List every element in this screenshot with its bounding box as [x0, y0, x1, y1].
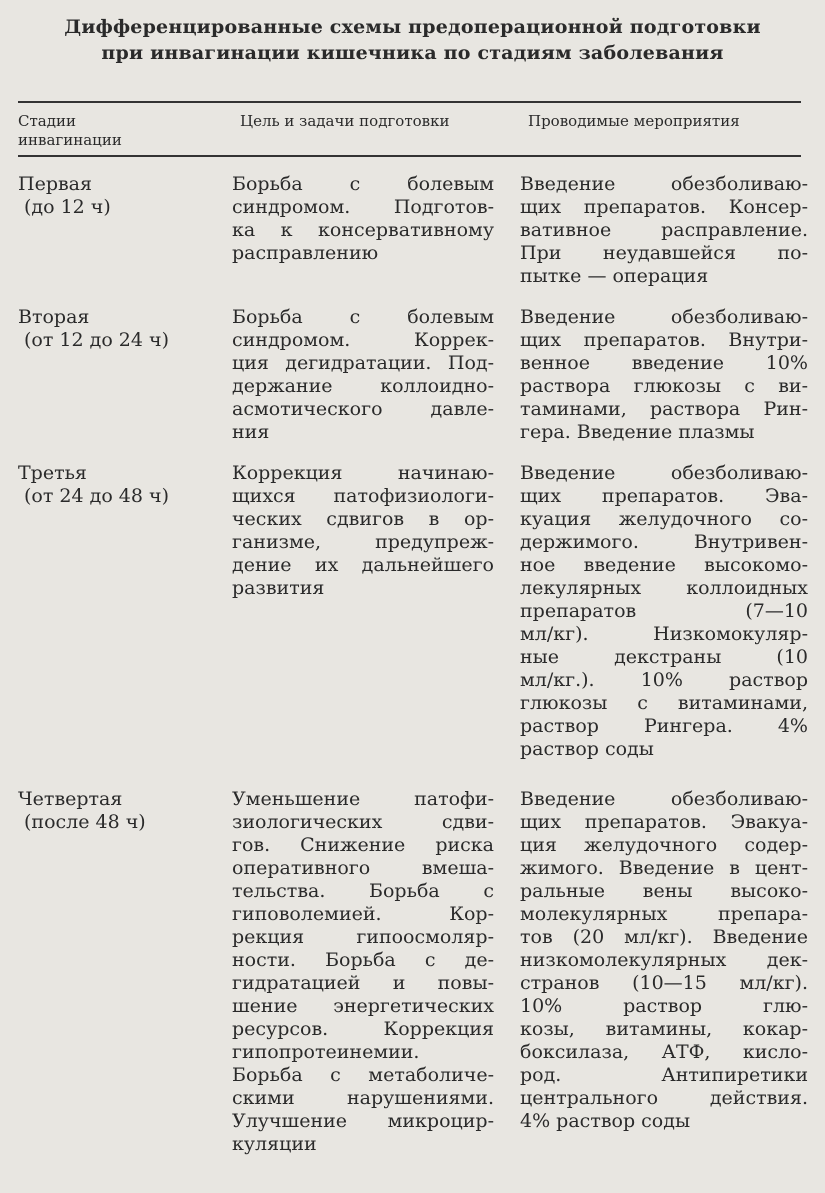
text-line: Борьба с болевым — [232, 173, 494, 195]
text-line: лекулярных коллоидных — [520, 577, 808, 599]
text-line: зиологических сдви- — [232, 811, 494, 833]
text-line: дение их дальнейшего — [232, 554, 494, 576]
text-line: тов (20 мл/кг). Введение — [520, 926, 808, 948]
text-line: ные декстраны (10 — [520, 646, 808, 668]
text-line: рекция гипоосмоляр- — [232, 926, 494, 948]
text-line: ция дегидратации. Под- — [232, 352, 494, 374]
text-line: щих препаратов. Консер- — [520, 196, 808, 218]
text-line: Коррекция начинаю- — [232, 462, 494, 484]
text-line: синдромом. Коррек- — [232, 329, 494, 351]
text-line: щихся патофизиологи- — [232, 485, 494, 507]
goal-cell — [232, 788, 494, 1156]
text-line: ка к консервативному — [232, 219, 494, 241]
text-line: гипопротеинемии. — [232, 1041, 420, 1063]
text-line: боксилаза, АТФ, кисло- — [520, 1041, 808, 1063]
stage-cell — [18, 173, 228, 219]
text-line: Введение обезболиваю- — [520, 788, 808, 810]
text-line: вативное расправление. — [520, 219, 808, 241]
title-line: при инвагинации кишечника по стадиям заболевания — [101, 42, 724, 64]
text-line: щих препаратов. Внутри- — [520, 329, 808, 351]
stage-cell — [18, 462, 228, 508]
text-line: Введение обезболиваю- — [520, 306, 808, 328]
text-line: мл/кг.). 10% раствор — [520, 669, 808, 691]
text-line: гиповолемией. Кор- — [232, 903, 494, 925]
text-line: щих препаратов. Эва- — [520, 485, 808, 507]
text-line: (от 12 до 24 ч) — [24, 329, 169, 351]
text-line: мл/кг). Низкомокуляр- — [520, 623, 808, 645]
text-line: 4% раствор соды — [520, 1110, 691, 1132]
header-measures: Проводимые мероприятия — [528, 112, 740, 130]
text-line: глюкозы с витаминами, — [520, 692, 808, 714]
text-line: расправлению — [232, 242, 379, 264]
text-line: Борьба с болевым — [232, 306, 494, 328]
text-line: ральные вены высоко- — [520, 880, 808, 902]
text-line: ция желудочного содер- — [520, 834, 808, 856]
stage-cell — [18, 788, 228, 834]
measures-cell — [520, 788, 808, 1133]
header-stage-line: Стадии — [18, 112, 76, 130]
text-line: Уменьшение патофи- — [232, 788, 494, 810]
text-line: Улучшение микроцир- — [232, 1110, 494, 1132]
text-line: ности. Борьба с де- — [232, 949, 494, 971]
table-top-rule — [18, 101, 801, 103]
text-line: род. Антипиретики — [520, 1064, 808, 1086]
text-line: центрального действия. — [520, 1087, 808, 1109]
text-line: (от 24 до 48 ч) — [24, 485, 169, 507]
measures-cell — [520, 462, 808, 761]
goal-cell — [232, 306, 494, 444]
text-line: ресурсов. Коррекция — [232, 1018, 494, 1040]
text-line: низкомолекулярных дек- — [520, 949, 808, 971]
text-line: гера. Введение плазмы — [520, 421, 755, 443]
title-line: Дифференцированные схемы предоперационной подготовки — [64, 16, 761, 38]
text-line: ное введение высокомо- — [520, 554, 808, 576]
text-line: молекулярных препара- — [520, 903, 808, 925]
goal-cell — [232, 462, 494, 600]
text-line: Борьба с метаболиче- — [232, 1064, 494, 1086]
text-line: раствор соды — [520, 738, 654, 760]
text-line: 10% раствор глю- — [520, 995, 808, 1017]
text-line: щих препаратов. Эвакуа- — [520, 811, 808, 833]
text-line: Введение обезболиваю- — [520, 462, 808, 484]
text-line: асмотического давле- — [232, 398, 494, 420]
text-line: тельства. Борьба с — [232, 880, 494, 902]
text-line: оперативного вмеша- — [232, 857, 494, 879]
text-line: (после 48 ч) — [24, 811, 146, 833]
goal-cell — [232, 173, 494, 265]
text-line: куация желудочного со- — [520, 508, 808, 530]
text-line: таминами, раствора Рин- — [520, 398, 808, 420]
table-header-rule — [18, 155, 801, 157]
text-line: пытке — операция — [520, 265, 709, 287]
text-line: ния — [232, 421, 270, 443]
text-line: козы, витамины, кокар- — [520, 1018, 808, 1040]
document-title — [0, 14, 825, 66]
measures-cell — [520, 306, 808, 444]
text-line: раствор Рингера. 4% — [520, 715, 808, 737]
text-line: гов. Снижение риска — [232, 834, 494, 856]
text-line: Четвертая — [18, 788, 123, 810]
text-line: Вторая — [18, 306, 90, 328]
text-line: куляции — [232, 1133, 317, 1155]
text-line: венное введение 10% — [520, 352, 808, 374]
text-line: раствора глюкозы с ви- — [520, 375, 808, 397]
text-line: При неудавшейся по- — [520, 242, 808, 264]
text-line: Третья — [18, 462, 87, 484]
text-line: жимого. Введение в цент- — [520, 857, 808, 879]
header-goal: Цель и задачи подготовки — [240, 112, 450, 130]
text-line: синдромом. Подготов- — [232, 196, 494, 218]
text-line: гидратацией и повы- — [232, 972, 494, 994]
text-line: странов (10—15 мл/кг). — [520, 972, 808, 994]
text-line: развития — [232, 577, 325, 599]
text-line: Первая — [18, 173, 92, 195]
text-line: держимого. Внутривен- — [520, 531, 808, 553]
header-stage — [18, 112, 228, 150]
text-line: Введение обезболиваю- — [520, 173, 808, 195]
text-line: (до 12 ч) — [24, 196, 111, 218]
text-line: шение энергетических — [232, 995, 494, 1017]
text-line: препаратов (7—10 — [520, 600, 808, 622]
header-stage-line: инвагинации — [18, 131, 122, 149]
text-line: ганизме, предупреж- — [232, 531, 494, 553]
measures-cell — [520, 173, 808, 288]
text-line: ческих сдвигов в ор- — [232, 508, 494, 530]
text-line: держание коллоидно- — [232, 375, 494, 397]
stage-cell — [18, 306, 228, 352]
text-line: скими нарушениями. — [232, 1087, 494, 1109]
